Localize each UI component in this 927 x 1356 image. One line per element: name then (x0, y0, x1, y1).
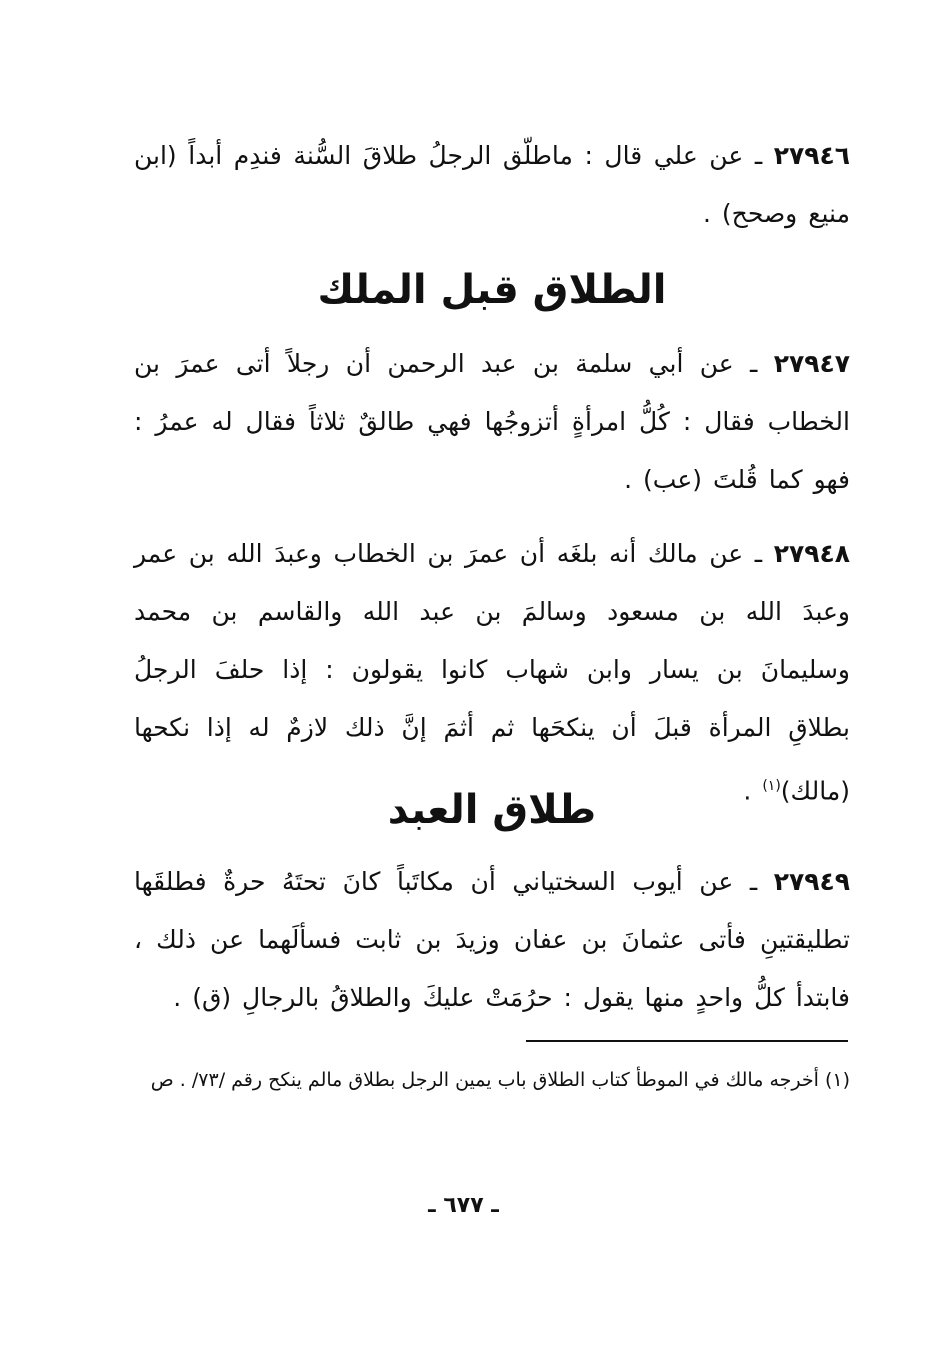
hadith-number: ٢٧٩٤٨ (773, 539, 851, 568)
footnote-marker: (١) (762, 778, 781, 794)
footnote (134, 1060, 850, 1100)
sentence-end: . (743, 776, 763, 806)
hadith-entry-27947 (134, 335, 850, 509)
section-heading-divorce-before-ownership: الطلاق قبل الملك (317, 267, 667, 313)
dash: ـ (743, 141, 774, 170)
hadith-entry-27948 (134, 525, 850, 820)
dash: ـ (743, 539, 774, 568)
hadith-entry-27946 (134, 127, 850, 243)
hadith-number: ٢٧٩٤٩ (773, 867, 850, 896)
hadith-number: ٢٧٩٤٧ (773, 349, 851, 378)
footnote-text: أخرجه مالك في الموطأ كتاب الطلاق باب يمين الرجل بطلاق مالم ينكح رقم /٧٣/ . ص (150, 1069, 819, 1091)
hadith-text: عن مالك أنه بلغَه أن عمرَ بن الخطاب وعبدَ الله بن عمر وعبدَ الله بن مسعود وسالمَ بن عبد الله والقاسم بن محمد وسليمانَ بن يسار وابن شهاب كانوا يقولون : إذا حلفَ الرجلُ بطلاقِ المرأة قبلَ أن ينكحَها ثم أثمَ إنَّ ذلك لازمٌ له إذا نكحها (مالك) (134, 539, 850, 806)
hadith-entry-27949 (134, 853, 850, 1027)
hadith-text: عن أيوب السختياني أن مكاتَباً كانَ تحتَهُ حرةٌ فطلقَها تطليقتينِ فأتى عثمانَ بن عفان وزيدَ بن ثابت فسألَهما عن ذلك ، فابتدأ كلُّ واحدٍ منها يقول : حرُمَتْ عليكَ والطلاقُ بالرجالِ (ق) . (134, 867, 850, 1012)
footnote-marker: (١) (824, 1069, 850, 1091)
dash: ـ (733, 867, 774, 896)
dash: ـ (733, 349, 774, 378)
hadith-text: عن علي قال : ماطلّق الرجلُ طلاقَ السُّنة فندِم أبداً (ابن منيع وصحح) . (134, 141, 850, 228)
section-heading-slave-divorce: طلاق العبد (387, 787, 597, 833)
hadith-text: عن أبي سلمة بن عبد الرحمن أن رجلاً أتى عمرَ بن الخطاب فقال : كُلُّ امرأةٍ أتزوجُها فهي طالقٌ ثلاثاً فقال له عمرُ : فهو كما قُلتَ (عب) . (134, 349, 850, 494)
page-number: ـ ٦٧٧ ـ (428, 1193, 499, 1218)
hadith-number: ٢٧٩٤٦ (773, 141, 850, 170)
footnote-divider (526, 1040, 848, 1042)
